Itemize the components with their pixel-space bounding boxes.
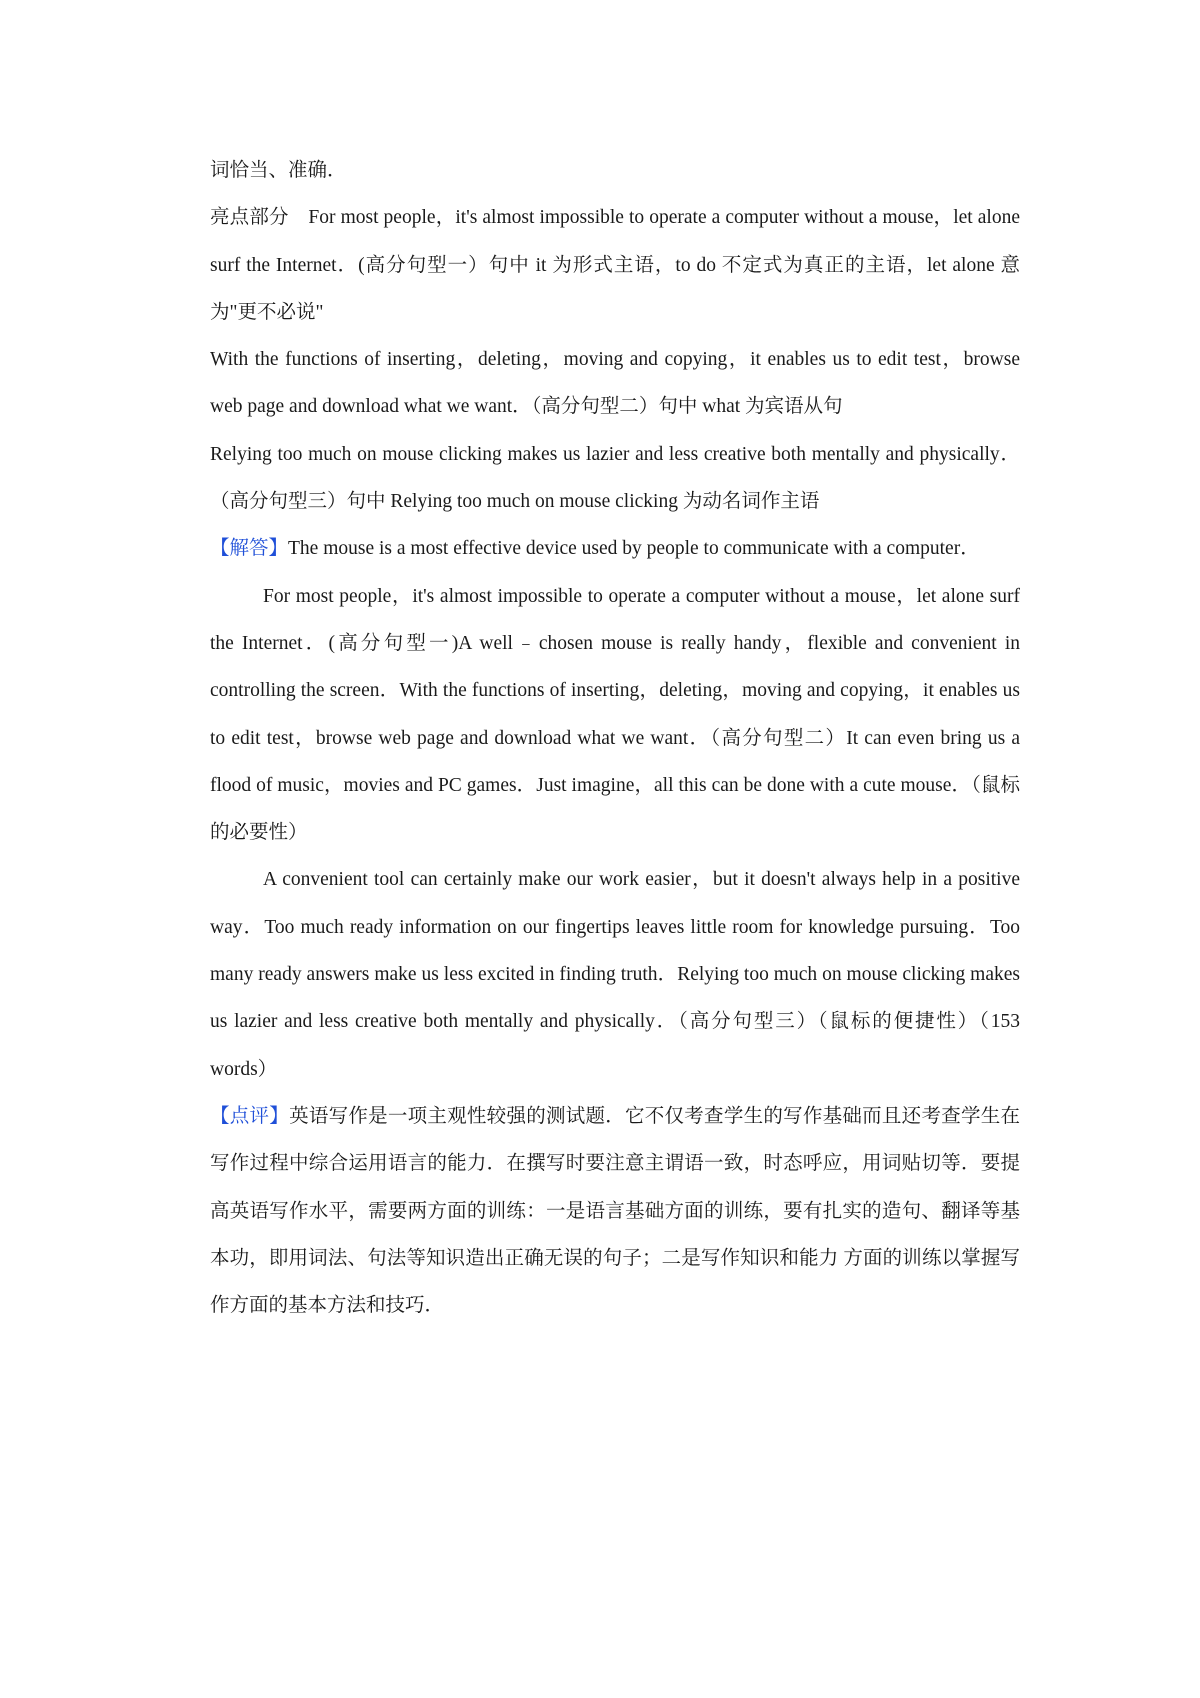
answer-text: The mouse is a most effective device used by people to communicate with a computer． xyxy=(288,538,980,560)
paragraph-comment xyxy=(210,1093,1020,1329)
paragraph-essay-body-1: For most people，it's almost impossible to operate a computer without a mouse，let alone surf the Internet．(高分句型一)A well﹣chosen mouse is really handy，flexible and convenient in controlling the screen．With the functions of inserting，deleting，moving and copying，it enables us to edit test，browse web page and download what we want．（高分句型二）It can even bring us a flood of music，movies and PC games．Just imagine，all this can be done with a cute mouse．（鼠标的必要性） xyxy=(210,585,1020,844)
paragraph-highlight-sentence-1: 亮点部分 For most people，it's almost impossible to operate a computer without a mouse，let alone surf the Internet．(高分句型一）句中 it 为形式主语，to do 不定式为真正的主语，let alone 意为"更不必说" xyxy=(210,207,1020,323)
paragraph-highlight-sentence-3: Relying too much on mouse clicking makes us lazier and less creative both mentally and physically．（高分句型三）句中 Relying too much on mouse clicking 为动名词作主语 xyxy=(210,443,1020,513)
comment-tag: 【点评】 xyxy=(210,1105,290,1127)
paragraph-answer xyxy=(210,525,1020,572)
paragraph-essay-body-2: A convenient tool can certainly make our work easier，but it doesn't always help in a positive way．Too much ready information on our fingertips leaves little room for knowledge pursuing．Too many ready answers make us less excited in finding truth．Relying too much on mouse clicking makes us lazier and less creative both mentally and physically．（高分句型三）（鼠标的便捷性）（153 words） xyxy=(210,869,1020,1080)
paragraph-continuation: 词恰当、准确． xyxy=(210,160,347,181)
comment-text: 英语写作是一项主观性较强的测试题．它不仅考查学生的写作基础而且还考查学生在写作过程中综合运用语言的能力．在撰写时要注意主谓语一致，时态呼应，用词贴切等．要提高英语写作水平，需要两方面的训练：一是语言基础方面的训练，要有扎实的造句、翻译等基本功，即用词法、句法等知识造出正确无误的句子；二是写作知识和能力 方面的训练以掌握写作方面的基本方法和技巧． xyxy=(210,1105,1020,1317)
document-body xyxy=(210,147,1020,1329)
answer-tag: 【解答】 xyxy=(210,538,289,560)
paragraph-highlight-sentence-2: With the functions of inserting，deleting，moving and copying，it enables us to edit test，browse web page and download what we want．（高分句型二）句中 what 为宾语从句 xyxy=(210,349,1020,418)
